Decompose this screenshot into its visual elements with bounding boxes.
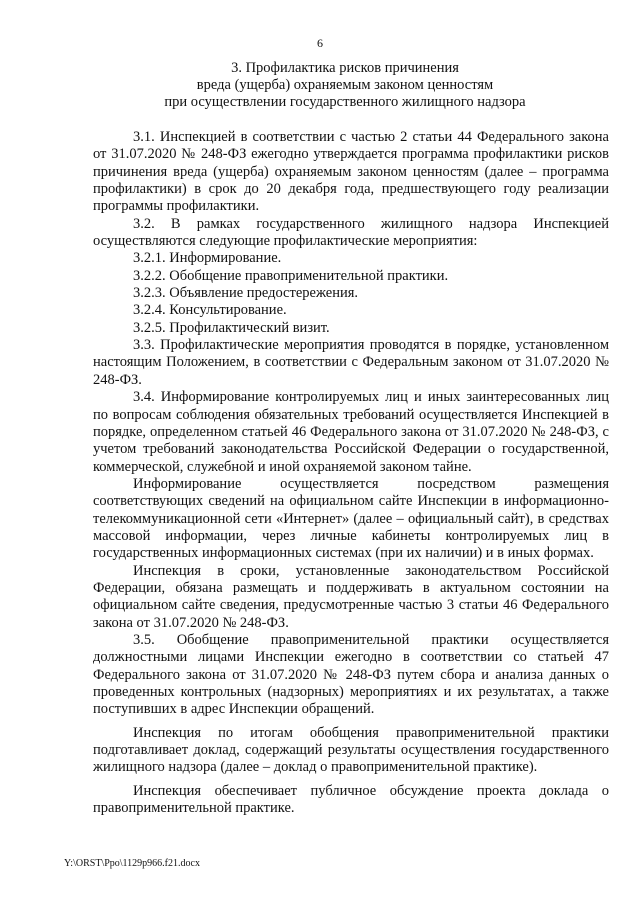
paragraph-3-2-5: 3.2.5. Профилактический визит. bbox=[133, 319, 330, 336]
paragraph-report-preparation: Инспекция по итогам обобщения правоприменительной практики подготавливает доклад, содержащий результаты осуществления государственного жилищного надзора (далее – доклад о правоприменительной практике). bbox=[93, 724, 609, 776]
paragraph-3-3: 3.3. Профилактические мероприятия проводятся в порядке, установленном настоящим Положением, в соответствии с Федеральным законом от 31.07.2020 № 248-ФЗ. bbox=[93, 337, 609, 388]
paragraph-public-discussion: Инспекция обеспечивает публичное обсуждение проекта доклада о правоприменительной практике. bbox=[93, 782, 609, 817]
section-title bbox=[80, 60, 610, 111]
section-title-line-3: при осуществлении государственного жилищного надзора bbox=[164, 94, 526, 110]
paragraph-3-2-3: 3.2.3. Объявление предостережения. bbox=[133, 285, 359, 302]
paragraph-3-2-4: 3.2.4. Консультирование. bbox=[133, 302, 287, 319]
paragraph-3-2-2: 3.2.2. Обобщение правоприменительной практики. bbox=[133, 267, 449, 284]
page-number: 6 bbox=[317, 36, 323, 50]
paragraph-informing-channels: Информирование осуществляется посредством размещения соответствующих сведений на официальном сайте Инспекции в информационно-телекоммуникационной сети «Интернет» (далее – официальный сайт), в средствах массовой информации, через личные кабинеты контролируемых лиц в государственных информационных системах (при их наличии) и в иных формах. bbox=[93, 475, 609, 562]
paragraph-3-2: 3.2. В рамках государственного жилищного надзора Инспекцией осуществляются следующие профилактические мероприятия: bbox=[93, 215, 609, 250]
paragraph-3-2-1: 3.2.1. Информирование. bbox=[133, 250, 282, 267]
paragraph-website-obligation: Инспекция в сроки, установленные законодательством Российской Федерации, обязана размещать и поддерживать в актуальном состоянии на официальном сайте сведения, предусмотренные частью 3 статьи 46 Федерального закона от 31.07.2020 № 248-ФЗ. bbox=[93, 562, 609, 631]
section-title-line-1: 3. Профилактика рисков причинения bbox=[231, 60, 459, 76]
section-title-line-2: вреда (ущерба) охраняемым законом ценностям bbox=[196, 77, 494, 93]
paragraph-3-5: 3.5. Обобщение правоприменительной практики осуществляется должностными лицами Инспекции ежегодно в соответствии со статьей 47 Федерального закона от 31.07.2020 № 248-ФЗ путем сбора и анализа данных о проведенных контрольных (надзорных) мероприятиях и их результатах, а также поступивших в адрес Инспекции обращений. bbox=[93, 631, 609, 718]
paragraph-3-4: 3.4. Информирование контролируемых лиц и иных заинтересованных лиц по вопросам соблюдения обязательных требований осуществляется Инспекцией в порядке, определенном статьей 46 Федерального закона от 31.07.2020 № 248-ФЗ, с учетом требований законодательства Российской Федерации о государственной, коммерческой, служебной и иной охраняемой законом тайне. bbox=[93, 389, 609, 475]
paragraph-3-1: 3.1. Инспекцией в соответствии с частью 2 статьи 44 Федерального закона от 31.07.2020 № 248-ФЗ ежегодно утверждается программа профилактики рисков причинения вреда (ущерба) охраняемым законом ценностям (далее – программа профилактики) в срок до 20 декабря года, предшествующего году реализации программы профилактики. bbox=[93, 129, 609, 215]
footer-file-path: Y:\ORST\Ppo\1129p966.f21.docx bbox=[64, 858, 200, 869]
document-body bbox=[93, 129, 609, 817]
